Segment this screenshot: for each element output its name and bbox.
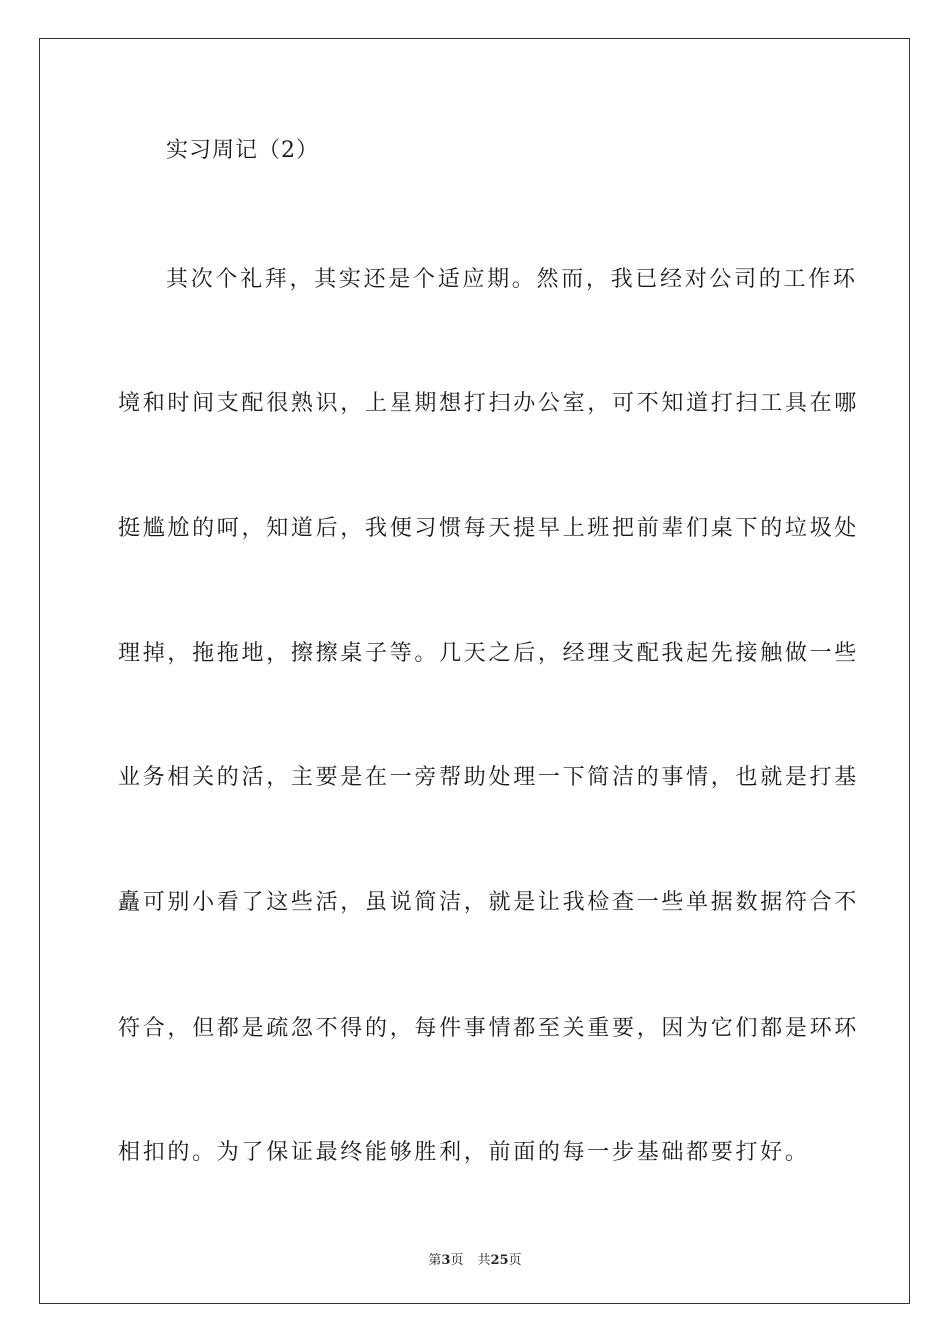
page-suffix: 页 bbox=[450, 1253, 464, 1268]
total-suffix: 页 bbox=[508, 1253, 522, 1268]
document-heading: 实习周记（2） bbox=[166, 138, 319, 163]
page-prefix: 第 bbox=[428, 1253, 442, 1268]
page-footer bbox=[0, 1249, 950, 1268]
paragraph-line-2: 境和时间支配很熟识，上星期想打扫办公室，可不知道打扫工具在哪 bbox=[118, 391, 860, 416]
page-number: 3 bbox=[441, 1253, 451, 1268]
total-pages: 25 bbox=[490, 1253, 509, 1268]
paragraph-line-1: 其次个礼拜，其实还是个适应期。然而，我已经对公司的工作环 bbox=[166, 267, 858, 292]
paragraph-line-4: 理掉，拖拖地，擦擦桌子等。几天之后，经理支配我起先接触做一些 bbox=[118, 641, 860, 666]
paragraph-line-6: 矗可别小看了这些活，虽说简洁，就是让我检查一些单据数据符合不 bbox=[118, 890, 860, 915]
paragraph-line-5: 业务相关的活，主要是在一旁帮助处理一下简洁的事情，也就是打基 bbox=[118, 765, 860, 790]
paragraph-line-8: 相扣的。为了保证最终能够胜利，前面的每一步基础都要打好。 bbox=[118, 1140, 810, 1165]
total-prefix: 共 bbox=[477, 1253, 491, 1268]
paragraph-line-3: 挺尴尬的呵，知道后，我便习惯每天提早上班把前辈们桌下的垃圾处 bbox=[118, 516, 860, 541]
paragraph-line-7: 符合，但都是疏忽不得的，每件事情都至关重要，因为它们都是环环 bbox=[118, 1016, 860, 1041]
page-border bbox=[39, 38, 910, 1304]
